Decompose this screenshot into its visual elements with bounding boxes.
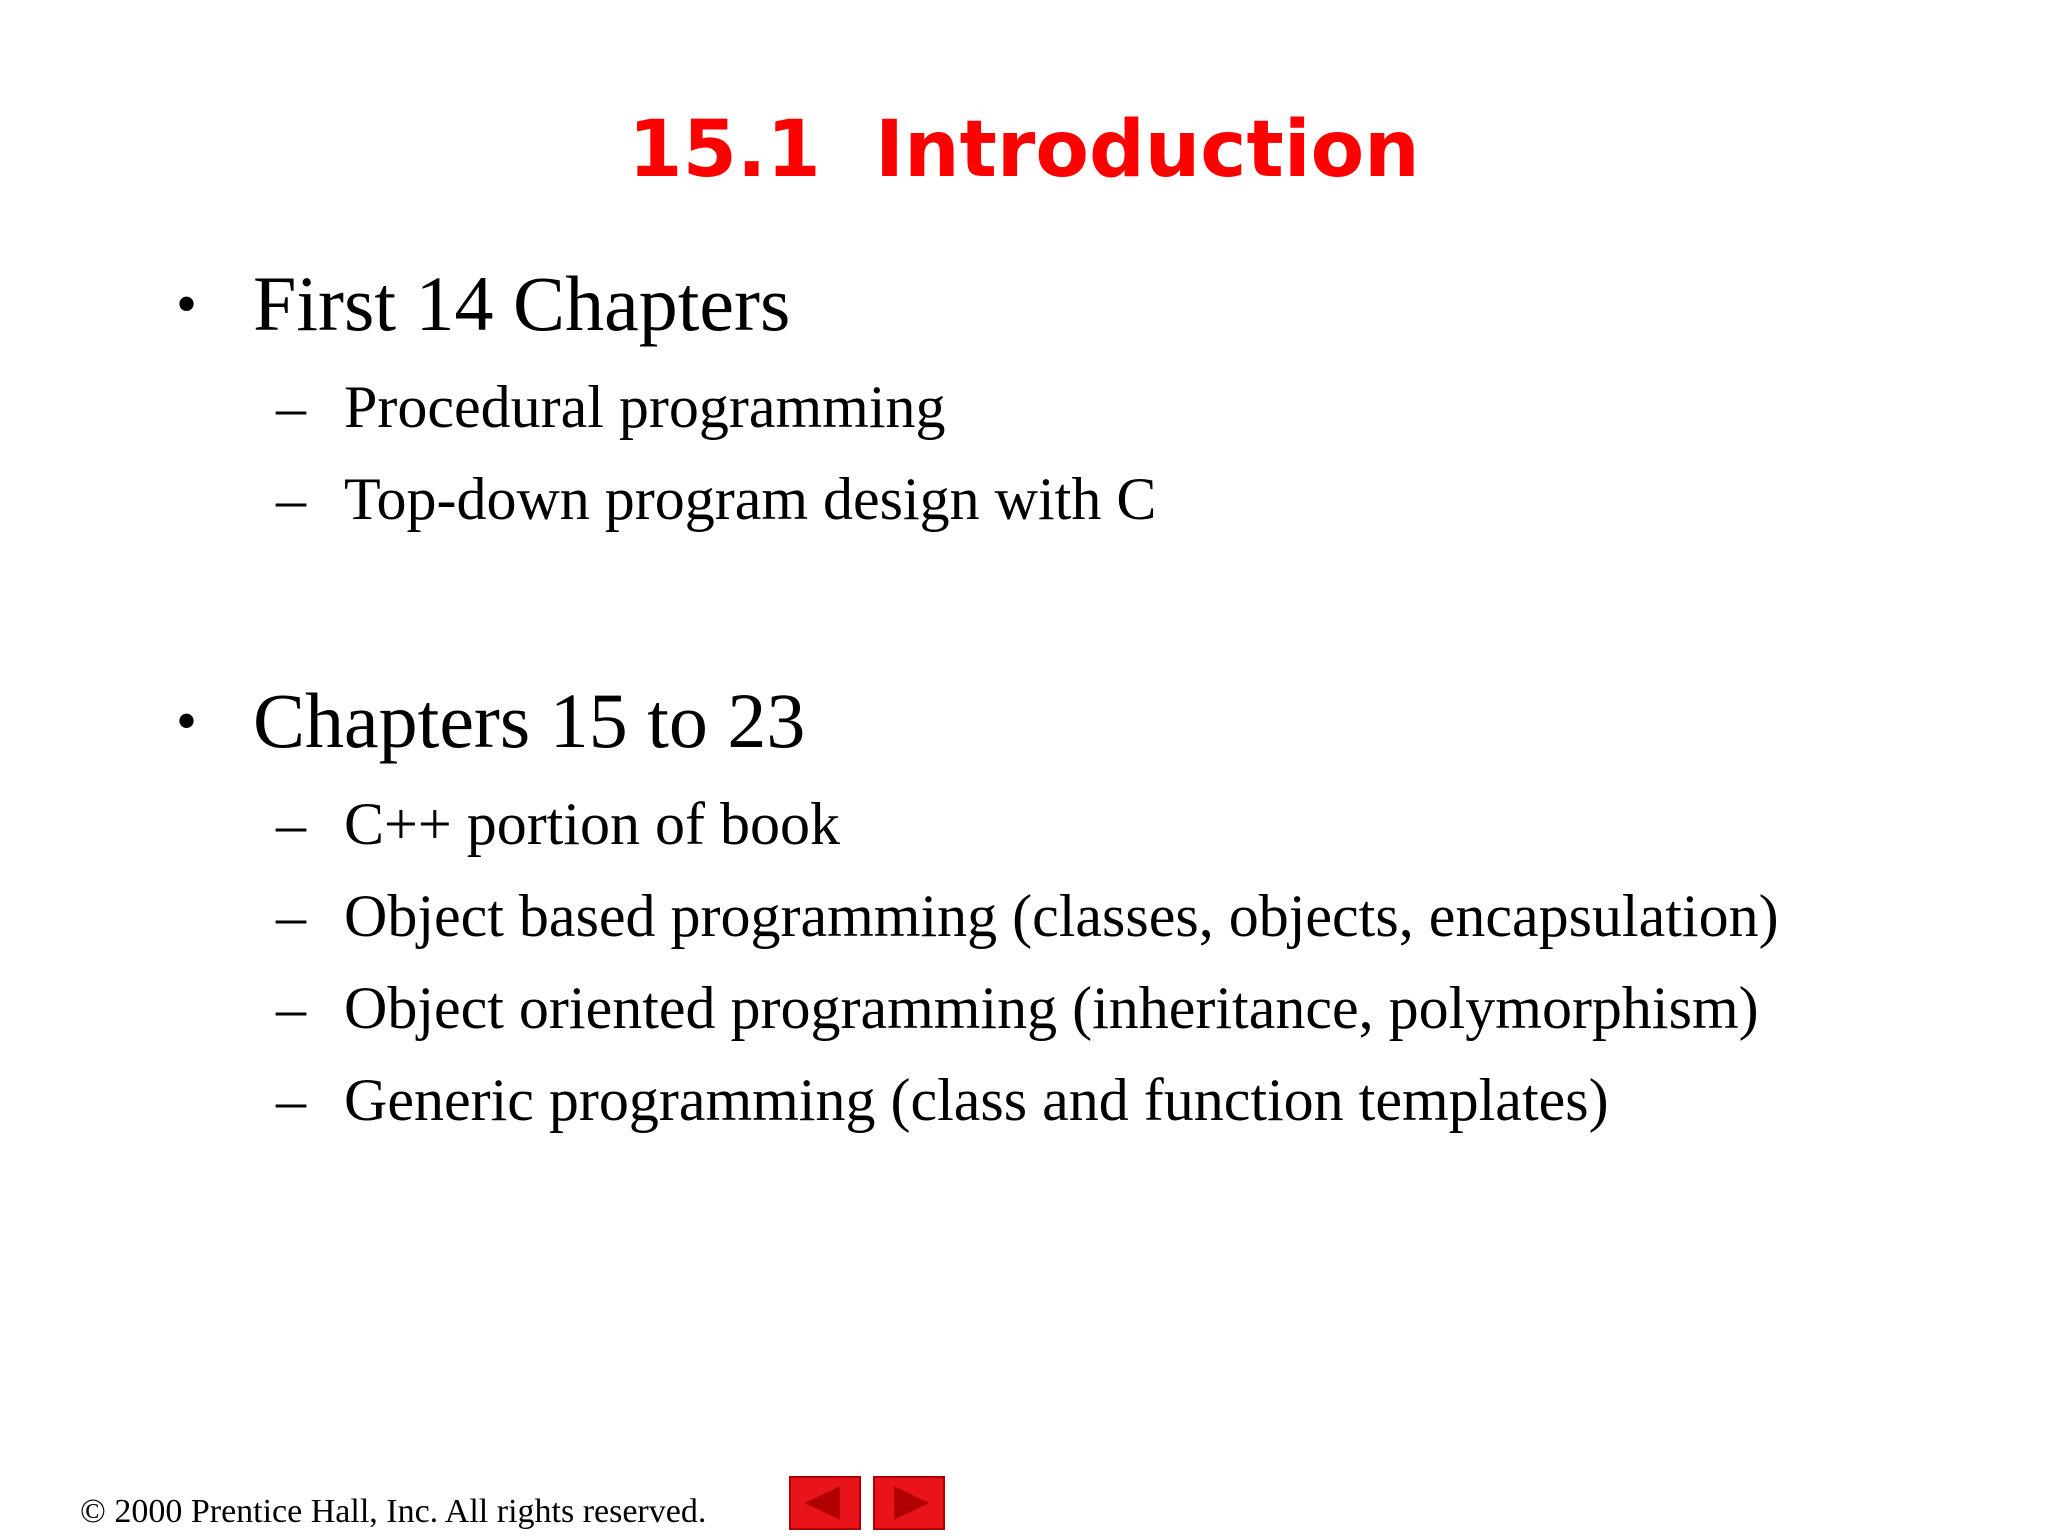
sub-item-text: Procedural programming — [344, 374, 946, 440]
bullet-heading: First 14 Chapters — [253, 260, 791, 347]
left-arrow-icon — [791, 1478, 859, 1528]
bullet-icon: • — [176, 271, 198, 337]
sub-item-text: Object based programming (classes, objects, encapsulation) — [344, 883, 1779, 949]
sub-item-text: C++ portion of book — [344, 791, 840, 857]
slide-title: 15.1 Introduction — [628, 105, 1420, 195]
right-arrow-icon — [875, 1478, 943, 1528]
dash-icon: – — [276, 791, 306, 857]
sub-item-text: Object oriented programming (inheritance, polymorphism) — [344, 975, 1759, 1041]
sub-item-text: Top-down program design with C — [344, 466, 1157, 532]
next-slide-button[interactable] — [873, 1476, 945, 1530]
copyright-footer: © 2000 Prentice Hall, Inc. All rights reserved. — [80, 1493, 707, 1530]
dash-icon: – — [276, 374, 306, 440]
dash-icon: – — [276, 1067, 306, 1133]
dash-icon: – — [276, 883, 306, 949]
previous-slide-button[interactable] — [789, 1476, 861, 1530]
bullet-icon: • — [176, 688, 198, 754]
dash-icon: – — [276, 466, 306, 532]
sub-item-text: Generic programming (class and function templates) — [344, 1067, 1609, 1133]
bullet-heading: Chapters 15 to 23 — [253, 677, 806, 764]
dash-icon: – — [276, 975, 306, 1041]
